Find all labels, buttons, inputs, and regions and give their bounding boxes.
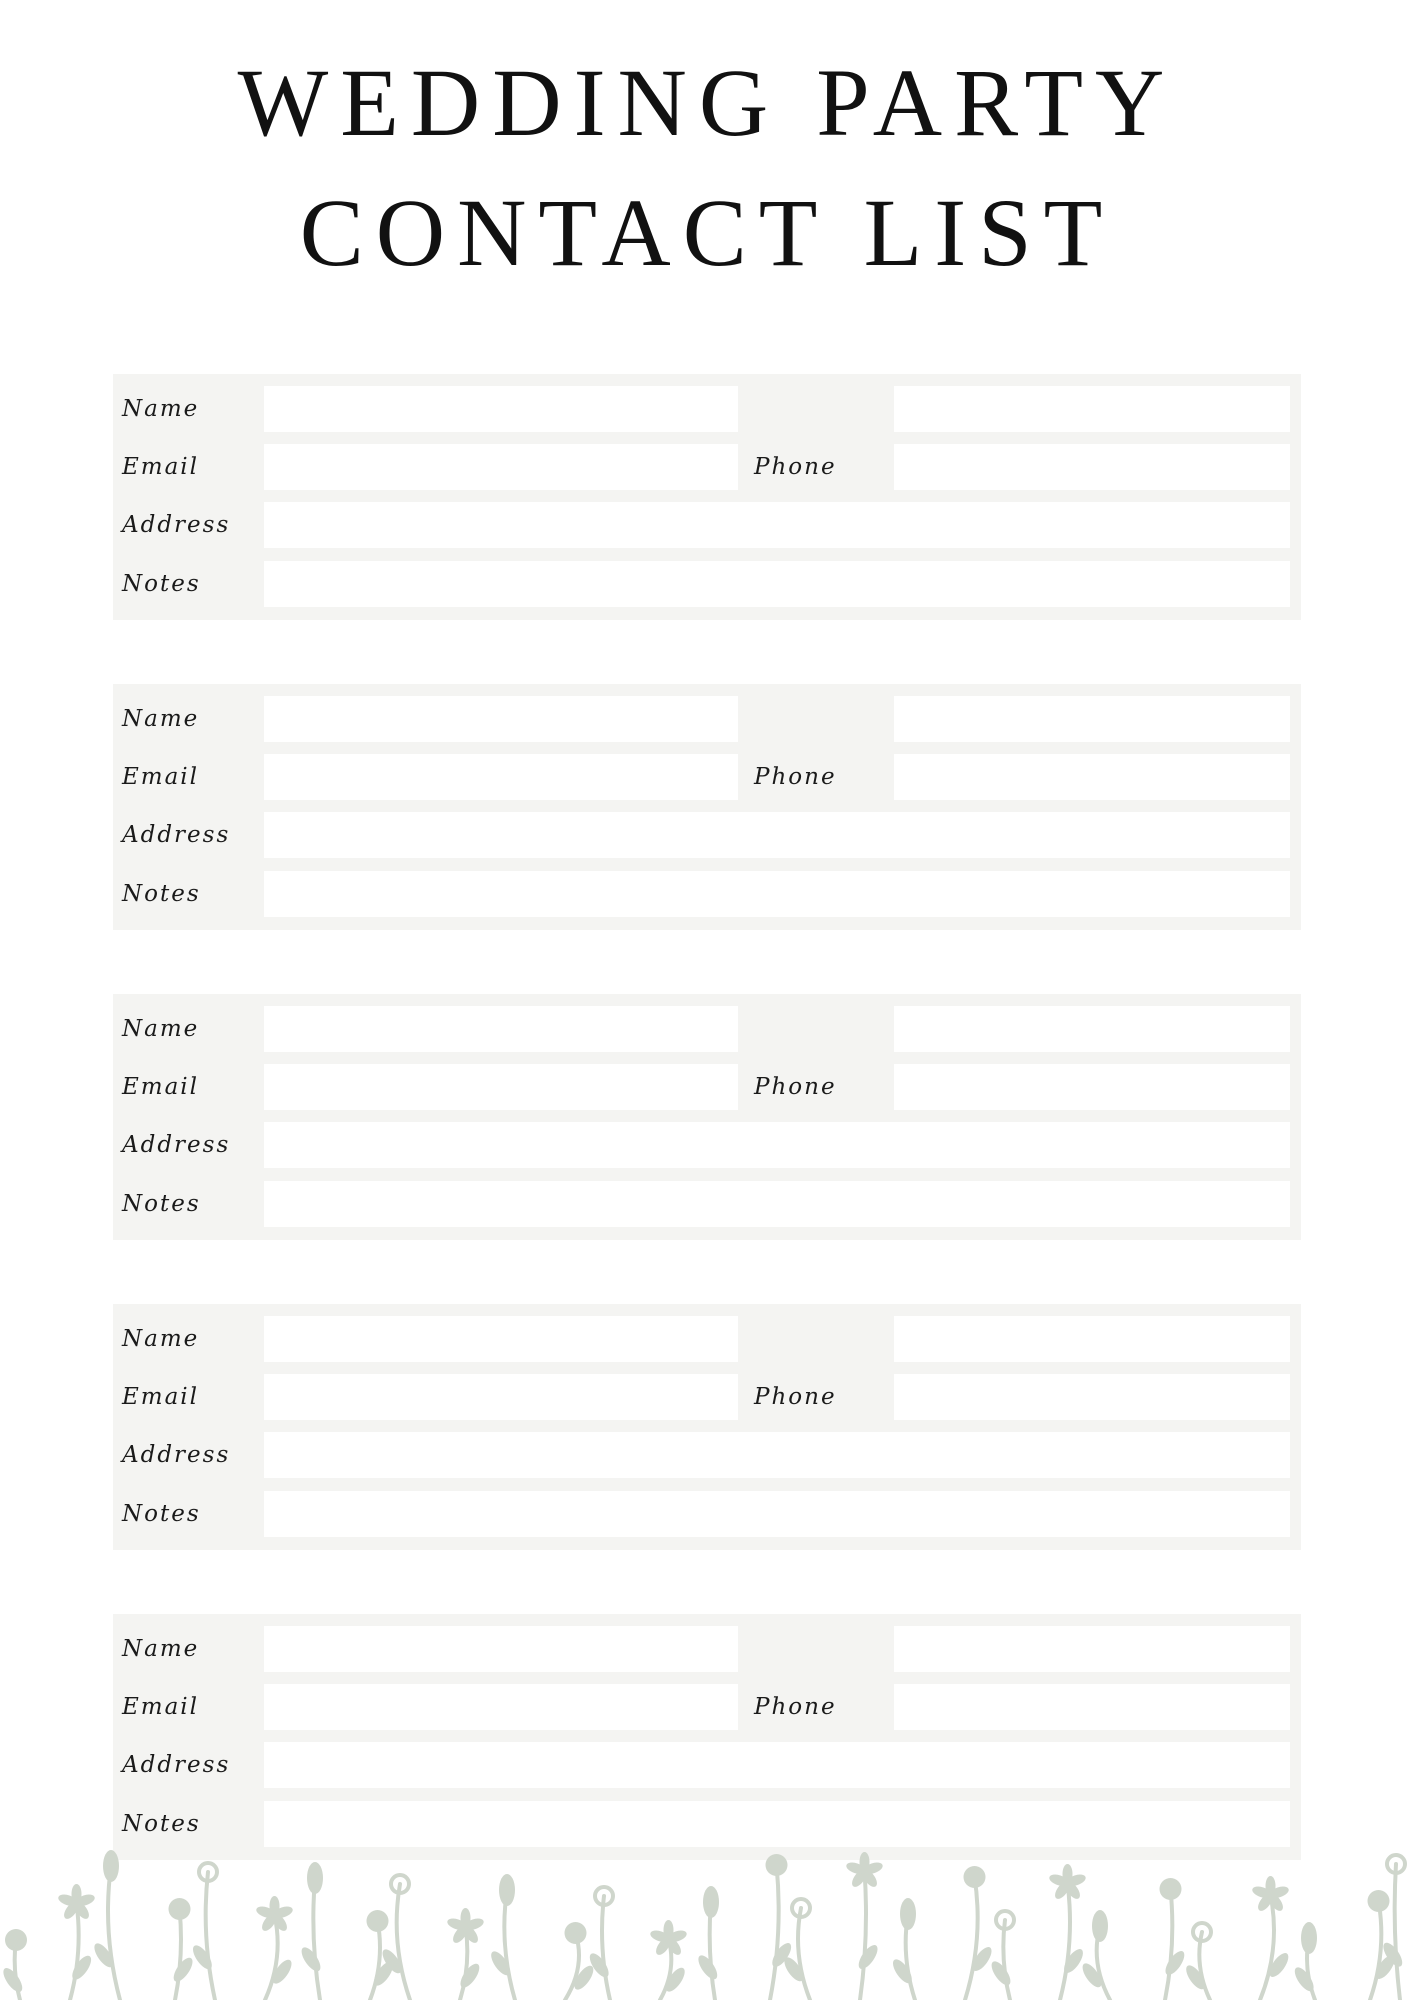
email-label: Email [122, 1694, 200, 1720]
extra-field[interactable] [894, 1626, 1290, 1672]
page-title [0, 38, 1414, 298]
name-label: Name [122, 1016, 200, 1042]
notes-label: Notes [122, 1501, 201, 1527]
phone-field[interactable] [894, 1374, 1290, 1420]
address-label: Address [122, 822, 231, 848]
phone-field[interactable] [894, 754, 1290, 800]
phone-field[interactable] [894, 1684, 1290, 1730]
notes-label: Notes [122, 881, 201, 907]
extra-field[interactable] [894, 1006, 1290, 1052]
email-field[interactable] [264, 1684, 738, 1730]
contact-card [113, 1304, 1301, 1550]
extra-field[interactable] [894, 696, 1290, 742]
email-field[interactable] [264, 1374, 738, 1420]
name-field[interactable] [264, 1006, 738, 1052]
phone-label: Phone [754, 1074, 837, 1100]
name-label: Name [122, 396, 200, 422]
email-label: Email [122, 764, 200, 790]
contact-card [113, 994, 1301, 1240]
address-label: Address [122, 1442, 231, 1468]
extra-field[interactable] [894, 1316, 1290, 1362]
phone-label: Phone [754, 454, 837, 480]
email-field[interactable] [264, 754, 738, 800]
contact-card [113, 1614, 1301, 1860]
address-field[interactable] [264, 1122, 1290, 1168]
address-field[interactable] [264, 1742, 1290, 1788]
name-label: Name [122, 706, 200, 732]
phone-field[interactable] [894, 1064, 1290, 1110]
name-field[interactable] [264, 1626, 738, 1672]
address-label: Address [122, 1132, 231, 1158]
phone-label: Phone [754, 1694, 837, 1720]
notes-field[interactable] [264, 1491, 1290, 1537]
address-field[interactable] [264, 812, 1290, 858]
email-field[interactable] [264, 444, 738, 490]
contact-card [113, 374, 1301, 620]
notes-field[interactable] [264, 871, 1290, 917]
notes-label: Notes [122, 571, 201, 597]
name-field[interactable] [264, 386, 738, 432]
address-label: Address [122, 512, 231, 538]
address-label: Address [122, 1752, 231, 1778]
wildflower-border-icon [0, 1830, 1414, 2000]
title-line-2: CONTACT LIST [299, 179, 1115, 286]
phone-label: Phone [754, 1384, 837, 1410]
name-field[interactable] [264, 696, 738, 742]
name-label: Name [122, 1636, 200, 1662]
notes-label: Notes [122, 1191, 201, 1217]
phone-field[interactable] [894, 444, 1290, 490]
email-field[interactable] [264, 1064, 738, 1110]
contact-cards [113, 374, 1301, 1924]
address-field[interactable] [264, 502, 1290, 548]
name-field[interactable] [264, 1316, 738, 1362]
title-line-1: WEDDING PARTY [237, 49, 1177, 156]
email-label: Email [122, 1074, 200, 1100]
email-label: Email [122, 1384, 200, 1410]
email-label: Email [122, 454, 200, 480]
contact-card [113, 684, 1301, 930]
notes-label: Notes [122, 1811, 201, 1837]
name-label: Name [122, 1326, 200, 1352]
notes-field[interactable] [264, 561, 1290, 607]
notes-field[interactable] [264, 1181, 1290, 1227]
address-field[interactable] [264, 1432, 1290, 1478]
extra-field[interactable] [894, 386, 1290, 432]
phone-label: Phone [754, 764, 837, 790]
